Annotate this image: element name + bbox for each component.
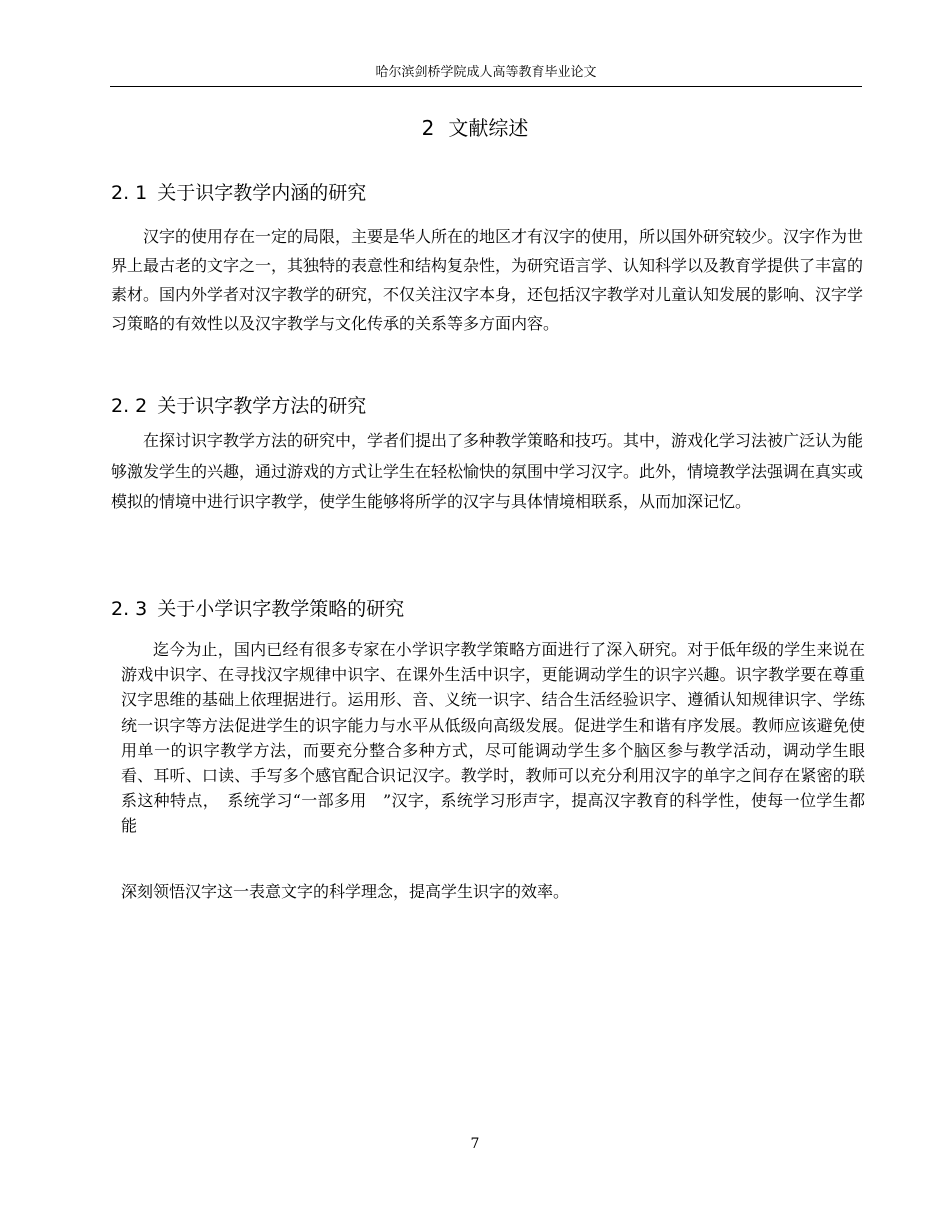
section-paragraph-2-3: 迄今为止，国内已经有很多专家在小学识字教学策略方面进行了深入研究。对于低年级的学生来说在游戏中识字、在寻找汉字规律中识字、在课外生活中识字，更能调动学生的识字兴趣。识字教学要在尊重汉字思维的基础上依理据进行。运用形、音、义统一识字、结合生活经验识字、遵循认知规律识字、学练统一识字等方法促进学生的识字能力与水平从低级向高级发展。促进学生和谐有序发展。教师应该避免使用单一的识字教学方法，而要充分整合多种方式，尽可能调动学生多个脑区参与教学活动，调动学生眼看、耳听、口读、手写多个感官配合识记汉字。教学时，教师可以充分利用汉字的单字之间存在紧密的联系这种特点， 系统学习“一部多用 ”汉字，系统学习形声字，提高汉字教育的科学性，使每一位学生都能 [121,640,865,836]
running-header [110,62,862,87]
page-number: 7 [470,1136,480,1152]
section-number: 2. 3 [111,598,148,620]
section-title: 关于小学识字教学策略的研究 [157,598,405,620]
section-number: 2. 1 [111,182,148,204]
chapter-number: 2 [421,116,435,140]
section-number: 2. 2 [111,395,148,417]
chapter-title [0,114,950,142]
section-title: 关于识字教学内涵的研究 [157,182,367,204]
section-heading-2-3 [111,596,404,622]
section-paragraph-2-1: 汉字的使用存在一定的局限，主要是华人所在的地区才有汉字的使用，所以国外研究较少。汉字作为世界上最古老的文字之一，其独特的表意性和结构复杂性，为研究语言学、认知科学以及教育学提供了丰富的素材。国内外学者对汉字教学的研究，不仅关注汉字本身，还包括汉字教学对儿童认知发展的影响、汉字学习策略的有效性以及汉字教学与文化传承的关系等多方面内容。 [111,227,864,333]
section-heading-2-2 [111,393,366,419]
chapter-title-text: 文献综述 [448,116,529,140]
running-header-text: 哈尔滨剑桥学院成人高等教育毕业论文 [375,65,597,80]
section-heading-2-1 [111,180,366,206]
section-paragraph-2-3-continuation: 深刻领悟汉字这一表意文字的科学理念，提高学生识字的效率。 [121,882,570,901]
section-paragraph-2-2: 在探讨识字教学方法的研究中，学者们提出了多种教学策略和技巧。其中，游戏化学习法被广泛认为能够激发学生的兴趣，通过游戏的方式让学生在轻松愉快的氛围中学习汉字。此外，情境教学法强调在真实或模拟的情境中进行识字教学，使学生能够将所学的汉字与具体情境相联系，从而加深记忆。 [111,431,864,511]
section-title: 关于识字教学方法的研究 [157,395,367,417]
